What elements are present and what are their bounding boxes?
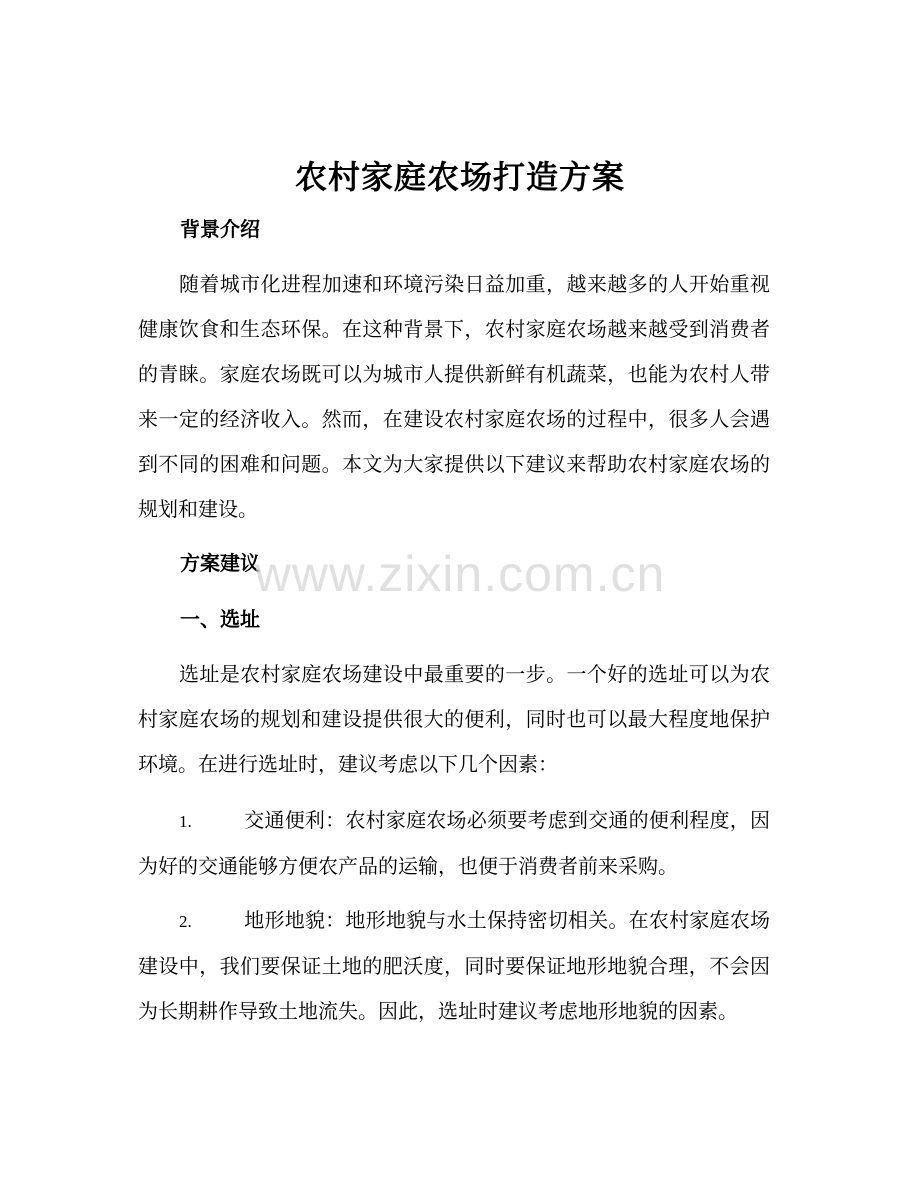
site-paragraph: 选址是农村家庭农场建设中最重要的一步。一个好的选址可以为农村家庭农场的规划和建设提供很大的便利，同时也可以最大程度地保护环境。在进行选址时，建议考虑以下几个因素： (138, 662, 770, 776)
subsection-heading-site: 一、选址 (180, 607, 260, 631)
list-item-text: 交通便利：农村家庭农场必须要考虑到交通的便利程度，因为好的交通能够方便农产品的运输，也便于消费者前来采购。 (138, 808, 770, 878)
document-title: 农村家庭农场打造方案 (294, 158, 625, 196)
section-heading-background: 背景介绍 (180, 217, 260, 241)
section-heading-plan: 方案建议 (180, 551, 260, 575)
list-item (138, 798, 770, 889)
list-item (138, 898, 770, 1034)
background-paragraph: 随着城市化进程加速和环境污染日益加重，越来越多的人开始重视健康饮食和生态环保。在这种背景下，农村家庭农场越来越受到消费者的青睐。家庭农场既可以为城市人提供新鲜有机蔬菜，也能为农村人带来一定的经济收入。然而，在建设农村家庭农场的过程中，很多人会遇到不同的困难和问题。本文为大家提供以下建议来帮助农村家庭农场的规划和建设。 (138, 272, 770, 521)
watermark: www.zixin.com.cn (254, 546, 666, 602)
list-item-text: 地形地貌：地形地貌与水土保持密切相关。在农村家庭农场建设中，我们要保证土地的肥沃度，同时要保证地形地貌合理，不会因为长期耕作导致土地流失。因此，选址时建议考虑地形地貌的因素。 (138, 908, 770, 1023)
list-item-number: 1. (179, 812, 192, 831)
list-item-number: 2. (179, 912, 192, 931)
